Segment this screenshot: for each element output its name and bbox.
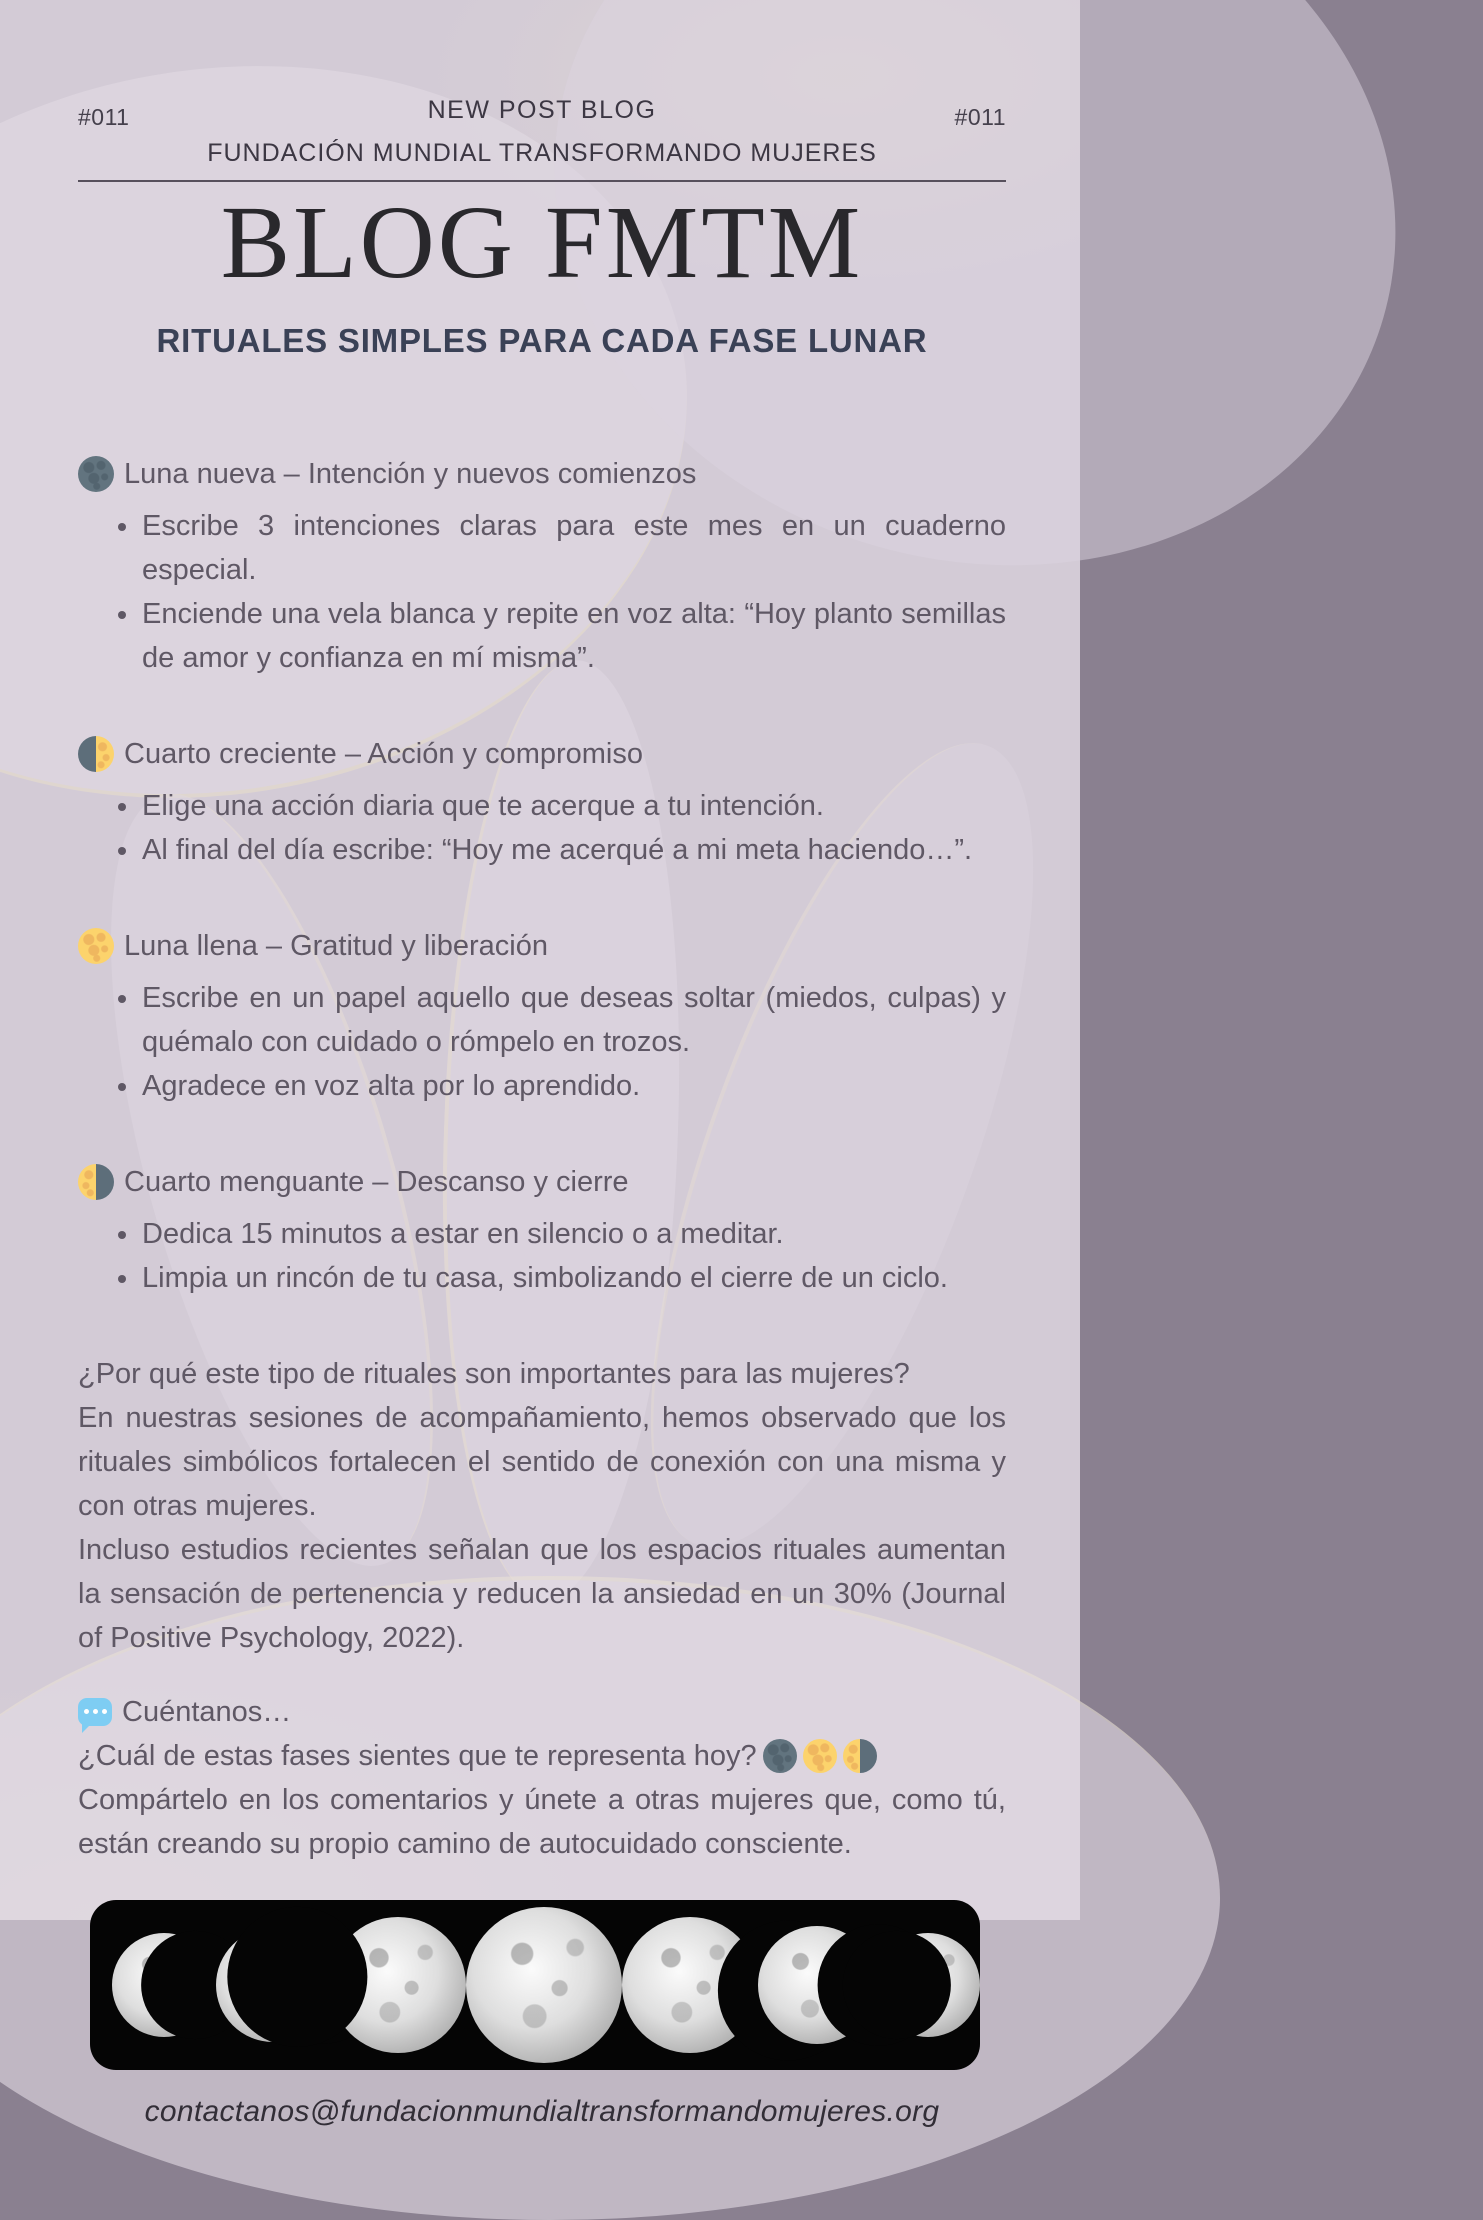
list-item: Escribe en un papel aquello que deseas soltar (miedos, culpas) y quémalo con cuidado o rómpelo en trozos. <box>116 976 1006 1064</box>
bullet-dot-icon <box>118 1083 126 1091</box>
section-cuarto-creciente <box>78 732 1006 872</box>
moon-photo-full-moon <box>466 1907 622 2063</box>
new-moon-icon <box>763 1739 797 1773</box>
why-question: ¿Por qué este tipo de rituales son importantes para las mujeres? <box>78 1358 910 1391</box>
cta-heading: Cuéntanos… <box>122 1696 292 1729</box>
section-luna-nueva <box>78 452 1006 680</box>
last-quarter-moon-icon <box>843 1739 877 1773</box>
section-cuarto-menguante <box>78 1160 1006 1300</box>
issue-number-right: #011 <box>954 104 1006 130</box>
moon-photo-waning-crescent <box>876 1933 980 2037</box>
list-item: Dedica 15 minutos a estar en silencio o a meditar. <box>116 1212 1006 1256</box>
moon-photo-waxing-gibbous <box>330 1917 466 2053</box>
speech-balloon-icon <box>78 1698 112 1726</box>
first-quarter-moon-icon <box>78 736 114 772</box>
bullet-dot-icon <box>118 995 126 1003</box>
bullet-dot-icon <box>118 523 126 531</box>
bullet-dot-icon <box>118 1275 126 1283</box>
contact-email: contactanos@fundacionmundialtransformandomujeres.org <box>144 2095 940 2129</box>
bullet-dot-icon <box>118 1231 126 1239</box>
list-item: Al final del día escribe: “Hoy me acerqué a mi meta haciendo…”. <box>116 828 1006 872</box>
section-heading: Cuarto menguante – Descanso y cierre <box>124 1166 629 1199</box>
last-quarter-moon-icon <box>78 1164 114 1200</box>
bullet-dot-icon <box>118 847 126 855</box>
why-paragraph <box>78 1352 1006 1660</box>
full-moon-icon <box>803 1739 837 1773</box>
header-kicker: NEW POST BLOG <box>427 96 657 124</box>
bullet-dot-icon <box>118 803 126 811</box>
header-org-name: FUNDACIÓN MUNDIAL TRANSFORMANDO MUJERES <box>207 139 877 167</box>
moon-photo-waning-gibbous <box>622 1917 758 2053</box>
moon-photo-waxing-crescent <box>112 1933 216 2037</box>
header <box>78 0 1006 182</box>
section-heading: Luna nueva – Intención y nuevos comienzos <box>124 458 697 491</box>
page-subtitle: RITUALES SIMPLES PARA CADA FASE LUNAR <box>156 322 928 360</box>
list-item: Agradece en voz alta por lo aprendido. <box>116 1064 1006 1108</box>
bullet-dot-icon <box>118 611 126 619</box>
new-moon-icon <box>78 456 114 492</box>
section-heading: Cuarto creciente – Acción y compromiso <box>124 738 643 771</box>
issue-number-left: #011 <box>78 104 130 130</box>
header-divider <box>78 180 1006 182</box>
cta-question: ¿Cuál de estas fases sientes que te representa hoy? <box>78 1740 757 1773</box>
section-heading: Luna llena – Gratitud y liberación <box>124 930 548 963</box>
list-item: Escribe 3 intenciones claras para este mes en un cuaderno especial. <box>116 504 1006 592</box>
cta-text: Compártelo en los comentarios y únete a otras mujeres que, como tú, están creando su propio camino de autocuidado consciente. <box>78 1784 1006 1861</box>
list-item: Elige una acción diaria que te acerque a tu intención. <box>116 784 1006 828</box>
section-luna-llena <box>78 924 1006 1108</box>
list-item: Limpia un rincón de tu casa, simbolizando el cierre de un ciclo. <box>116 1256 1006 1300</box>
why-text-2: Incluso estudios recientes señalan que los espacios rituales aumentan la sensación de pertenencia y reducen la ansiedad en un 30% (Journal of Positive Psychology, 2022). <box>78 1534 1006 1655</box>
moon-phases-photo-strip <box>90 1900 980 2070</box>
cta-block <box>78 1690 1006 1866</box>
full-moon-icon <box>78 928 114 964</box>
list-item: Enciende una vela blanca y repite en voz alta: “Hoy planto semillas de amor y confianza en mí misma”. <box>116 592 1006 680</box>
why-text-1: En nuestras sesiones de acompañamiento, hemos observado que los rituales simbólicos fortalecen el sentido de conexión con una misma y con otras mujeres. <box>78 1402 1006 1523</box>
page-title: BLOG FMTM <box>220 185 864 300</box>
